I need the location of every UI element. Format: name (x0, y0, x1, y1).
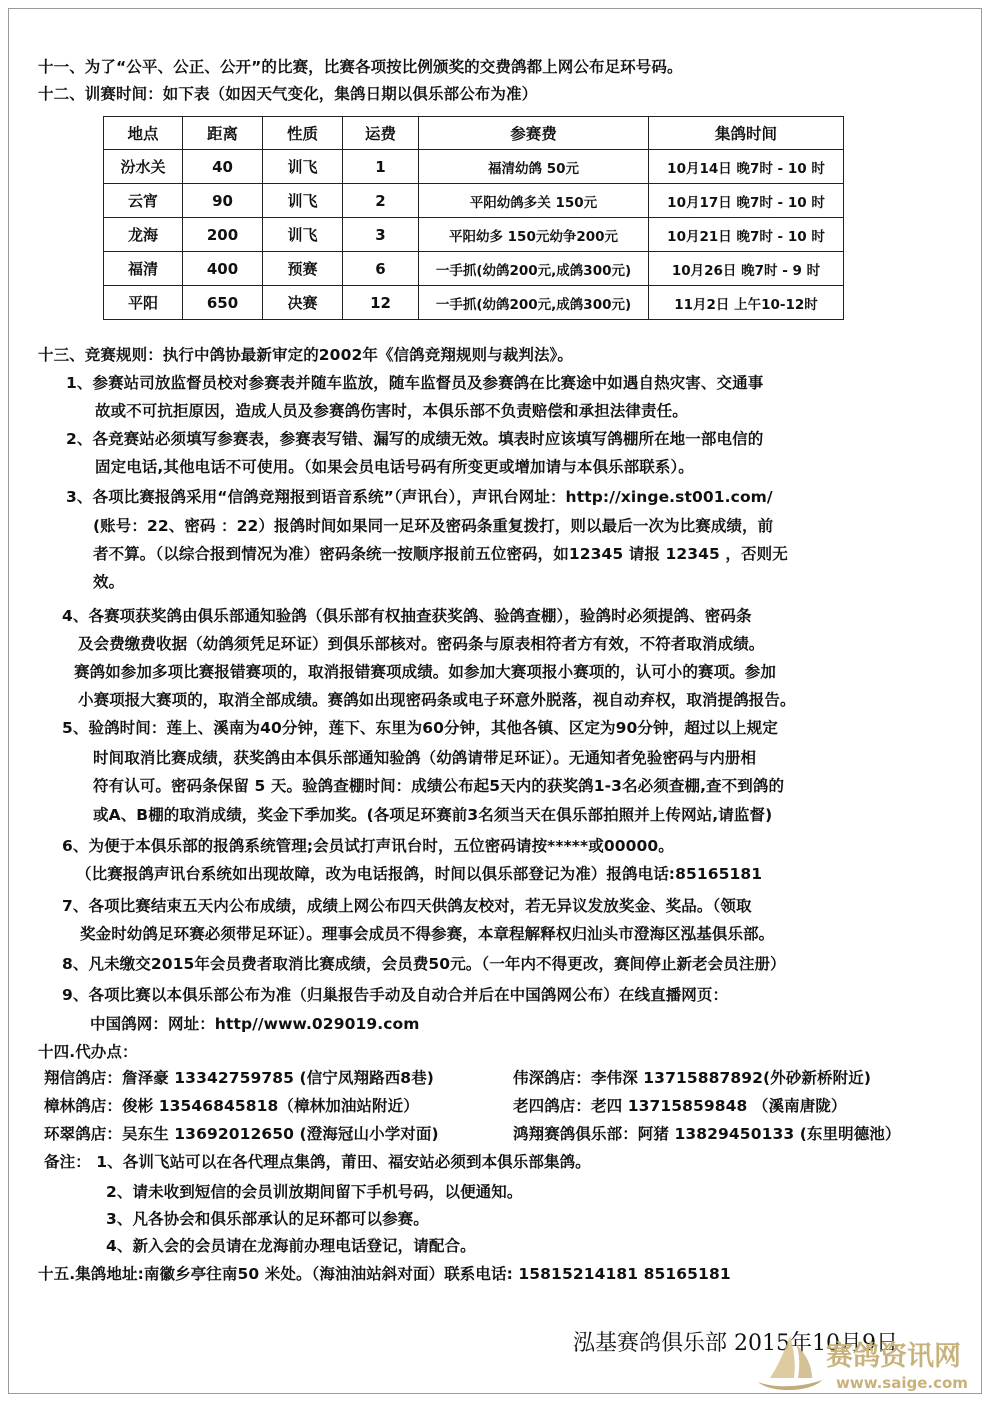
rule-1-line-1: 1、参赛站司放监督员校对参赛表并随车监放，随车监督员及参赛鸽在比赛途中如遇自热灾害、交通事 (66, 374, 764, 392)
agent-hongxiang: 鸿翔赛鸽俱乐部：阿猪 13829450133 (东里明德池） (513, 1125, 901, 1143)
cell-type: 训飞 (263, 184, 343, 218)
rule-5-line-3: 符有认可。密码条保留 5 天。验鸽查棚时间：成绩公布起5天内的获奖鸽1-3名必须查棚,查不到鸽的 (93, 777, 785, 795)
agent-xiangxin: 翔信鸽店：詹泽豪 13342759785 (信宁凤翔路西8巷) (44, 1069, 434, 1087)
rule-2-line-1: 2、各竞赛站必须填写参赛表，参赛表写错、漏写的成绩无效。填表时应该填写鸽棚所在地一部电信的 (66, 430, 764, 448)
section-11: 十一、为了“公平、公正、公开”的比赛，比赛各项按比例颁奖的交费鸽都上网公布足环号码。 (38, 58, 683, 76)
rule-9-website: 中国鸽网：网址：http//www.029019.com (90, 1015, 420, 1033)
table-row (104, 286, 844, 320)
table-row (104, 150, 844, 184)
header-location: 地点 (104, 117, 183, 150)
agent-huancui: 环翠鸽店：吴东生 13692012650 (澄海冠山小学对面) (44, 1125, 439, 1143)
rule-5-line-1: 5、验鸽时间：莲上、溪南为40分钟，莲下、东里为60分钟，其他各镇、区定为90分钟，超过以上规定 (62, 719, 778, 737)
signature-date: 泓基赛鸽俱乐部 2015年10月9日 (573, 1331, 898, 1356)
table-row (104, 184, 844, 218)
header-collection-time: 集鸽时间 (649, 117, 844, 150)
cell-collection-time: 10月14日 晚7时 - 10 时 (649, 150, 844, 184)
cell-type: 训飞 (263, 218, 343, 252)
cell-entry-fee: 平阳幼多 150元幼争200元 (419, 218, 649, 252)
cell-distance: 40 (183, 150, 263, 184)
cell-type: 训飞 (263, 150, 343, 184)
watermark-url: www.saige.com (836, 1374, 968, 1392)
cell-location: 云宵 (104, 184, 183, 218)
section-13: 十三、竞赛规则：执行中鸽协最新审定的2002年《信鸽竞翔规则与裁判法》。 (38, 346, 573, 364)
section-15: 十五.集鸽地址:南徽乡亭往南50 米处。（海油油站斜对面）联系电话: 15815214181 85165181 (38, 1265, 731, 1283)
watermark-name: 赛鸽资讯网 (826, 1341, 961, 1372)
rule-2-line-2: 固定电话,其他电话不可使用。（如果会员电话号码有所变更或增加请与本俱乐部联系）。 (95, 458, 694, 476)
rule-6-line-2: （比赛报鸽声讯台系统如出现故障，改为电话报鸽，时间以俱乐部登记为准）报鸽电话:85165181 (76, 865, 763, 883)
cell-distance: 650 (183, 286, 263, 320)
cell-collection-time: 10月26日 晚7时 - 9 时 (649, 252, 844, 286)
rule-9-line-1: 9、各项比赛以本俱乐部公布为准（归巢报告手动及自动合并后在中国鸽网公布）在线直播网页： (62, 986, 729, 1004)
section-14: 十四.代办点： (38, 1043, 138, 1061)
table-row (104, 252, 844, 286)
rule-5-line-4: 或A、B棚的取消成绩，奖金下季加奖。(各项足环赛前3名须当天在俱乐部拍照并上传网站,请监督) (93, 806, 773, 824)
cell-collection-time: 10月17日 晚7时 - 10 时 (649, 184, 844, 218)
header-distance: 距离 (183, 117, 263, 150)
cell-freight: 12 (343, 286, 419, 320)
cell-collection-time: 10月21日 晚7时 - 10 时 (649, 218, 844, 252)
rule-3-line-4: 效。 (93, 573, 125, 591)
cell-type: 预赛 (263, 252, 343, 286)
cell-location: 平阳 (104, 286, 183, 320)
cell-distance: 200 (183, 218, 263, 252)
cell-location: 龙海 (104, 218, 183, 252)
cell-type: 决赛 (263, 286, 343, 320)
note-1: 备注： 1、各训飞站可以在各代理点集鸽，莆田、福安站必须到本俱乐部集鸽。 (44, 1153, 591, 1171)
cell-freight: 1 (343, 150, 419, 184)
cell-freight: 3 (343, 218, 419, 252)
rule-1-line-2: 故或不可抗拒原因，造成人员及参赛鸽伤害时，本俱乐部不负责赔偿和承担法律责任。 (95, 402, 688, 420)
header-type: 性质 (263, 117, 343, 150)
cell-location: 汾水关 (104, 150, 183, 184)
cell-collection-time: 11月2日 上午10-12时 (649, 286, 844, 320)
cell-freight: 2 (343, 184, 419, 218)
rule-4-line-1: 4、各赛项获奖鸽由俱乐部通知验鸽（俱乐部有权抽查获奖鸽、验鸽查棚），验鸽时必须提鸽、密码条 (62, 607, 752, 625)
rule-7-line-2: 奖金时幼鸽足环赛必须带足环证）。理事会成员不得参赛，本章程解释权归汕头市澄海区泓基俱乐部。 (80, 925, 775, 943)
cell-distance: 90 (183, 184, 263, 218)
rule-3-line-3: 者不算。（以综合报到情况为准）密码条统一按顺序报前五位密码，如12345 请报 12345 ，否则无 (93, 545, 788, 563)
agent-laosi: 老四鸽店：老四 13715859848 （溪南唐陇） (513, 1097, 847, 1115)
cell-location: 福清 (104, 252, 183, 286)
rule-4-line-2: 及会费缴费收据（幼鸽须凭足环证）到俱乐部核对。密码条与原表相符者方有效，不符者取消成绩。 (78, 635, 765, 653)
rule-3-line-2: (账号：22、密码 ：22）报鸽时间如果同一足环及密码条重复拨打，则以最后一次为比赛成绩，前 (93, 517, 774, 535)
rule-4-line-3: 赛鸽如参加多项比赛报错赛项的，取消报错赛项成绩。如参加大赛项报小赛项的，认可小的赛项。参加 (74, 663, 777, 681)
section-12: 十二、训赛时间：如下表（如因天气变化，集鸽日期以俱乐部公布为准） (38, 85, 538, 103)
table-row (104, 218, 844, 252)
pigeon-sail-logo-icon (750, 1330, 828, 1398)
note-4: 4、新入会的会员请在龙海前办理电话登记，请配合。 (106, 1237, 476, 1255)
note-2: 2、请未收到短信的会员训放期间留下手机号码，以便通知。 (106, 1183, 523, 1201)
rule-3-line-1: 3、各项比赛报鸽采用“信鸽竞翔报到语音系统”（声讯台），声讯台网址：http://xinge.st001.com/ (66, 488, 773, 506)
cell-entry-fee: 平阳幼鸽多关 150元 (419, 184, 649, 218)
cell-entry-fee: 福清幼鸽 50元 (419, 150, 649, 184)
cell-freight: 6 (343, 252, 419, 286)
cell-distance: 400 (183, 252, 263, 286)
rule-5-line-2: 时间取消比赛成绩，获奖鸽由本俱乐部通知验鸽（幼鸽请带足环证）。无通知者免验密码与内册相 (93, 749, 757, 767)
header-entry-fee: 参赛费 (419, 117, 649, 150)
cell-entry-fee: 一手抓(幼鸽200元,成鸽300元) (419, 252, 649, 286)
note-3: 3、凡各协会和俱乐部承认的足环都可以参赛。 (106, 1210, 429, 1228)
header-freight: 运费 (343, 117, 419, 150)
agent-weishen: 伟深鸽店：李伟深 13715887892(外砂新桥附近) (513, 1069, 871, 1087)
rule-7-line-1: 7、各项比赛结束五天内公布成绩，成绩上网公布四天供鸽友校对，若无异议发放奖金、奖品。（领取 (62, 897, 752, 915)
rule-4-line-4: 小赛项报大赛项的，取消全部成绩。赛鸽如出现密码条或电子环意外脱落，视自动弃权，取消提鸽报告。 (78, 691, 796, 709)
watermark (750, 1330, 982, 1398)
rule-6-line-1: 6、为便于本俱乐部的报鸽系统管理;会员试打声讯台时，五位密码请按*****或00000。 (62, 837, 674, 855)
agent-zhanglin: 樟林鸽店：俊彬 13546845818（樟林加油站附近） (44, 1097, 419, 1115)
cell-entry-fee: 一手抓(幼鸽200元,成鸽300元) (419, 286, 649, 320)
rule-8: 8、凡未缴交2015年会员费者取消比赛成绩，会员费50元。（一年内不得更改，赛间停止新老会员注册） (62, 955, 786, 973)
training-schedule-table (103, 116, 844, 320)
table-header-row (104, 117, 844, 150)
